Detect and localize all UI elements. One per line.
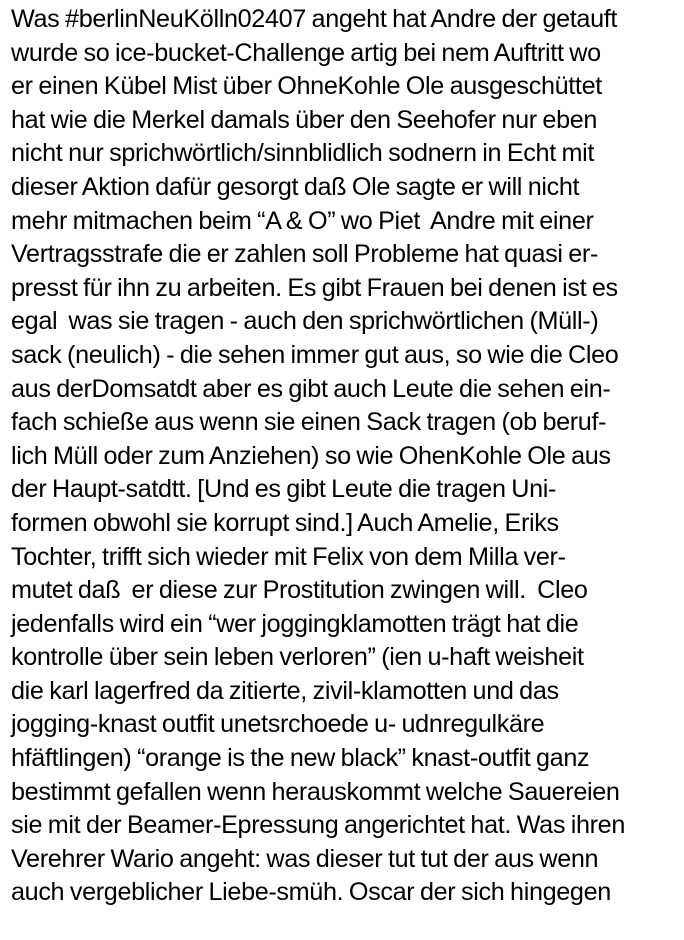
text-line: Was #berlinNeuKölln02407 angeht hat Andre der getauft bbox=[11, 5, 618, 33]
text-line: sack (neulich) - die sehen immer gut aus, so wie die Cleo bbox=[11, 340, 619, 369]
text-line: wurde so ice-bucket-Challenge artig bei nem Auftritt wo bbox=[11, 38, 601, 67]
text-line: jedenfalls wird ein “wer joggingklamotten trägt hat die bbox=[11, 609, 579, 638]
body-text bbox=[11, 3, 681, 910]
text-line: mehr mitmachen beim “A & O” wo Piet Andre mit einer bbox=[11, 206, 594, 235]
text-line: lich Müll oder zum Anziehen) so wie OhenKohle Ole aus bbox=[11, 441, 611, 470]
text-line: aus derDomsatdt aber es gibt auch Leute die sehen ein- bbox=[11, 374, 611, 403]
text-line: Verehrer Wario angeht: was dieser tut tut der aus wenn bbox=[11, 844, 599, 873]
text-line: er einen Kübel Mist über OhneKohle Ole ausgeschüttet bbox=[11, 72, 602, 101]
text-line: bestimmt gefallen wenn herauskommt welche Sauereien bbox=[11, 777, 620, 806]
text-line: presst für ihn zu arbeiten. Es gibt Frauen bei denen ist es bbox=[11, 273, 618, 302]
text-line: mutet daß er diese zur Prostitution zwingen will. Cleo bbox=[11, 576, 588, 605]
text-line: fach schieße aus wenn sie einen Sack tragen (ob beruf- bbox=[11, 408, 607, 437]
text-line: Vertragsstrafe die er zahlen soll Probleme hat quasi er- bbox=[11, 240, 599, 269]
text-line: Tochter, trifft sich wieder mit Felix von dem Milla ver- bbox=[11, 542, 566, 571]
text-line: der Haupt-satdtt. [Und es gibt Leute die tragen Uni- bbox=[11, 475, 557, 504]
text-line: nicht nur sprichwörtlich/sinnblidlich sodnern in Echt mit bbox=[11, 139, 595, 168]
text-line: hfäftlingen) “orange is the new black” knast-outfit ganz bbox=[11, 744, 590, 773]
text-line: egal was sie tragen - auch den sprichwörtlichen (Müll-) bbox=[11, 307, 599, 336]
text-line: kontrolle über sein leben verloren” (ien u-haft weisheit bbox=[11, 643, 584, 672]
text-line: die karl lagerfred da zitierte, zivil-klamotten und das bbox=[11, 676, 559, 705]
text-line: sie mit der Beamer-Epressung angerichtet hat. Was ihren bbox=[11, 811, 625, 840]
text-line: jogging-knast outfit unetsrchoede u- udnregulkäre bbox=[11, 710, 545, 739]
text-line: hat wie die Merkel damals über den Seehofer nur eben bbox=[11, 105, 598, 134]
text-line: formen obwohl sie korrupt sind.] Auch Amelie, Eriks bbox=[11, 508, 559, 537]
text-line: dieser Aktion dafür gesorgt daß Ole sagte er will nicht bbox=[11, 172, 580, 201]
text-line: auch vergeblicher Liebe-smüh. Oscar der sich hingegen bbox=[11, 878, 611, 907]
